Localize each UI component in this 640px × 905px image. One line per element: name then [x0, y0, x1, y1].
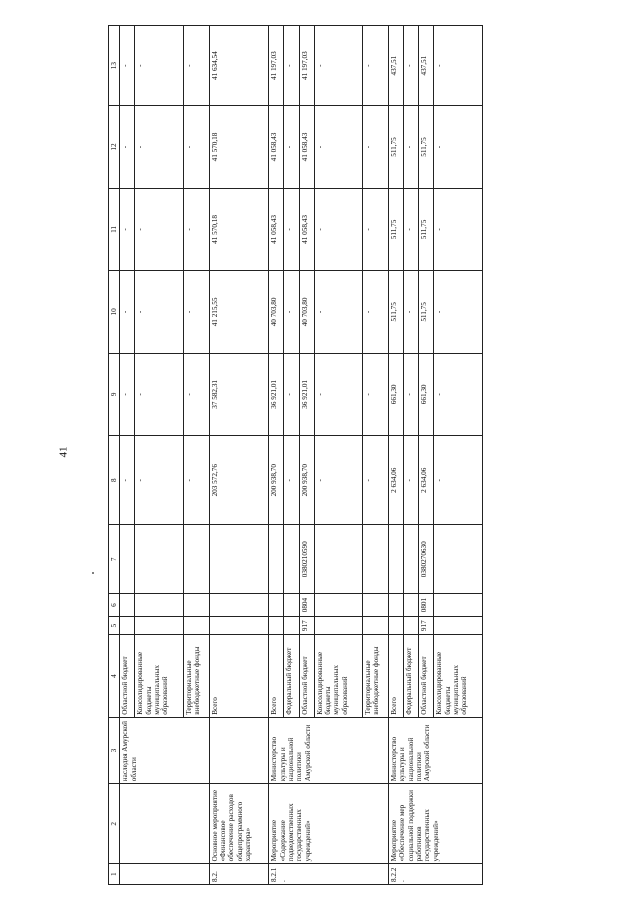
responsible-cell: Министерство культуры и национальной политики Амурской области [389, 717, 483, 783]
value-cell: - [314, 436, 362, 525]
item-number-cell [120, 864, 210, 885]
value-cell: - [363, 436, 389, 525]
csr-cell: 0380270630 [419, 525, 434, 594]
value-cell: 41 058,43 [269, 106, 284, 188]
csr-cell: 0380210590 [299, 525, 314, 594]
value-cell: - [314, 353, 362, 435]
value-cell: - [434, 106, 483, 188]
csr-cell [284, 525, 299, 594]
source-cell: Федеральный бюджет [404, 635, 419, 717]
grbs-cell [314, 617, 362, 635]
value-cell: - [284, 436, 299, 525]
value-cell: - [434, 353, 483, 435]
csr-cell [269, 525, 284, 594]
header-cell: 11 [109, 188, 120, 270]
source-cell: Консолидированные бюджеты муниципальных образований [314, 635, 362, 717]
value-cell: 41 197,03 [299, 26, 314, 106]
source-cell: Территориальные внебюджетные фонды [183, 635, 209, 717]
table-row [389, 26, 404, 885]
source-cell: Консолидированные бюджеты муниципальных образований [434, 635, 483, 717]
item-number-cell: 8.2. [209, 864, 268, 885]
csr-cell [404, 525, 419, 594]
grbs-cell: 917 [299, 617, 314, 635]
value-cell: - [434, 188, 483, 270]
value-cell: 41 570,18 [209, 188, 268, 270]
grbs-cell: 917 [419, 617, 434, 635]
value-cell: - [183, 436, 209, 525]
rzpr-cell [183, 594, 209, 617]
csr-cell [434, 525, 483, 594]
value-cell: - [434, 271, 483, 353]
rzpr-cell [269, 594, 284, 617]
value-cell: - [314, 188, 362, 270]
value-cell: 41 634,54 [209, 26, 268, 106]
source-cell: Областной бюджет [299, 635, 314, 717]
value-cell: - [314, 26, 362, 106]
table-row [209, 26, 268, 885]
value-cell: 511,75 [419, 271, 434, 353]
value-cell: - [120, 188, 135, 270]
value-cell: 511,75 [389, 106, 404, 188]
grbs-cell [389, 617, 404, 635]
value-cell: 511,75 [419, 188, 434, 270]
value-cell: 437,51 [389, 26, 404, 106]
value-cell: - [183, 353, 209, 435]
csr-cell [183, 525, 209, 594]
header-cell: 1 [109, 864, 120, 885]
table-row [120, 26, 135, 885]
rzpr-cell [363, 594, 389, 617]
grbs-cell [209, 617, 268, 635]
budget-table [108, 25, 483, 885]
value-cell: - [404, 188, 419, 270]
header-cell: 3 [109, 717, 120, 783]
value-cell: - [363, 26, 389, 106]
value-cell: - [404, 436, 419, 525]
value-cell: 36 921,01 [299, 353, 314, 435]
value-cell: - [183, 271, 209, 353]
value-cell: 41 058,43 [269, 188, 284, 270]
value-cell: - [404, 271, 419, 353]
value-cell: 200 938,70 [269, 436, 284, 525]
item-name-cell: Мероприятие «Обеспечение мер социальной поддержки работников государственных учреждений» [389, 784, 483, 864]
value-cell: 437,51 [419, 26, 434, 106]
header-cell: 9 [109, 353, 120, 435]
responsible-cell [209, 717, 268, 783]
rzpr-cell [314, 594, 362, 617]
csr-cell [314, 525, 362, 594]
page-number: 41 [57, 446, 70, 458]
value-cell: - [284, 26, 299, 106]
value-cell: - [404, 26, 419, 106]
value-cell: 203 572,76 [209, 436, 268, 525]
value-cell: - [284, 188, 299, 270]
header-cell: 4 [109, 635, 120, 717]
header-cell: 2 [109, 784, 120, 864]
source-cell: Областной бюджет [120, 635, 135, 717]
value-cell: - [314, 106, 362, 188]
value-cell: - [135, 271, 183, 353]
rzpr-cell [389, 594, 404, 617]
value-cell: 511,75 [389, 271, 404, 353]
value-cell: - [135, 188, 183, 270]
grbs-cell [135, 617, 183, 635]
value-cell: 40 703,80 [269, 271, 284, 353]
rzpr-cell: 0804 [299, 594, 314, 617]
value-cell: 2 634,06 [419, 436, 434, 525]
header-cell: 13 [109, 26, 120, 106]
source-cell: Территориальные внебюджетные фонды [363, 635, 389, 717]
value-cell: 41 058,43 [299, 106, 314, 188]
value-cell: 40 703,80 [299, 271, 314, 353]
value-cell: - [135, 436, 183, 525]
table-row [269, 26, 284, 885]
rzpr-cell [120, 594, 135, 617]
source-cell: Всего [269, 635, 284, 717]
grbs-cell [404, 617, 419, 635]
value-cell: - [120, 26, 135, 106]
value-cell: 41 058,43 [299, 188, 314, 270]
value-cell: - [284, 353, 299, 435]
value-cell: - [120, 353, 135, 435]
rzpr-cell [404, 594, 419, 617]
value-cell: - [284, 271, 299, 353]
value-cell: - [120, 106, 135, 188]
item-name-cell [120, 784, 210, 864]
value-cell: 661,30 [389, 353, 404, 435]
header-cell: 10 [109, 271, 120, 353]
value-cell: - [284, 106, 299, 188]
csr-cell [135, 525, 183, 594]
header-cell: 6 [109, 594, 120, 617]
rzpr-cell [209, 594, 268, 617]
value-cell: 41 215,55 [209, 271, 268, 353]
source-cell: Областной бюджет [419, 635, 434, 717]
value-cell: 41 570,18 [209, 106, 268, 188]
value-cell: - [363, 353, 389, 435]
grbs-cell [284, 617, 299, 635]
rzpr-cell [284, 594, 299, 617]
rzpr-cell: 0801 [419, 594, 434, 617]
value-cell: - [183, 106, 209, 188]
value-cell: - [363, 271, 389, 353]
value-cell: 36 921,01 [269, 353, 284, 435]
value-cell: - [314, 271, 362, 353]
value-cell: 2 634,06 [389, 436, 404, 525]
value-cell: 511,75 [389, 188, 404, 270]
header-cell: 8 [109, 436, 120, 525]
source-cell: Всего [209, 635, 268, 717]
header-row [109, 26, 120, 885]
value-cell: - [434, 26, 483, 106]
item-name-cell: Мероприятие «Содержание подведомственных государственных учреждений» [269, 784, 389, 864]
value-cell: 511,75 [419, 106, 434, 188]
item-name-cell: Основное мероприятие «Финансовое обеспечение расходов общепрограммного характера» [209, 784, 268, 864]
header-cell: 12 [109, 106, 120, 188]
rotated-table-container [108, 25, 483, 885]
source-cell: Консолидированные бюджеты муниципальных образований [135, 635, 183, 717]
value-cell: - [363, 106, 389, 188]
value-cell: - [135, 26, 183, 106]
value-cell: - [120, 271, 135, 353]
source-cell: Федеральный бюджет [284, 635, 299, 717]
value-cell: - [404, 106, 419, 188]
value-cell: 200 938,70 [299, 436, 314, 525]
grbs-cell [434, 617, 483, 635]
grbs-cell [269, 617, 284, 635]
value-cell: 41 197,03 [269, 26, 284, 106]
grbs-cell [363, 617, 389, 635]
grbs-cell [183, 617, 209, 635]
source-cell: Всего [389, 635, 404, 717]
value-cell: - [135, 106, 183, 188]
value-cell: - [183, 188, 209, 270]
csr-cell [120, 525, 135, 594]
csr-cell [363, 525, 389, 594]
grbs-cell [120, 617, 135, 635]
responsible-cell: наследия Амурской области [120, 717, 210, 783]
value-cell: - [120, 436, 135, 525]
item-number-cell: 8.2.1. [269, 864, 389, 885]
value-cell: - [434, 436, 483, 525]
rzpr-cell [135, 594, 183, 617]
value-cell: 661,30 [419, 353, 434, 435]
value-cell: - [183, 26, 209, 106]
value-cell: - [363, 188, 389, 270]
scan-speck [92, 572, 94, 574]
csr-cell [209, 525, 268, 594]
value-cell: - [404, 353, 419, 435]
rzpr-cell [434, 594, 483, 617]
item-number-cell: 8.2.2. [389, 864, 483, 885]
responsible-cell: Министерство культуры и национальной политики Амурской области [269, 717, 389, 783]
value-cell: - [135, 353, 183, 435]
value-cell: 37 582,31 [209, 353, 268, 435]
csr-cell [389, 525, 404, 594]
header-cell: 7 [109, 525, 120, 594]
header-cell: 5 [109, 617, 120, 635]
